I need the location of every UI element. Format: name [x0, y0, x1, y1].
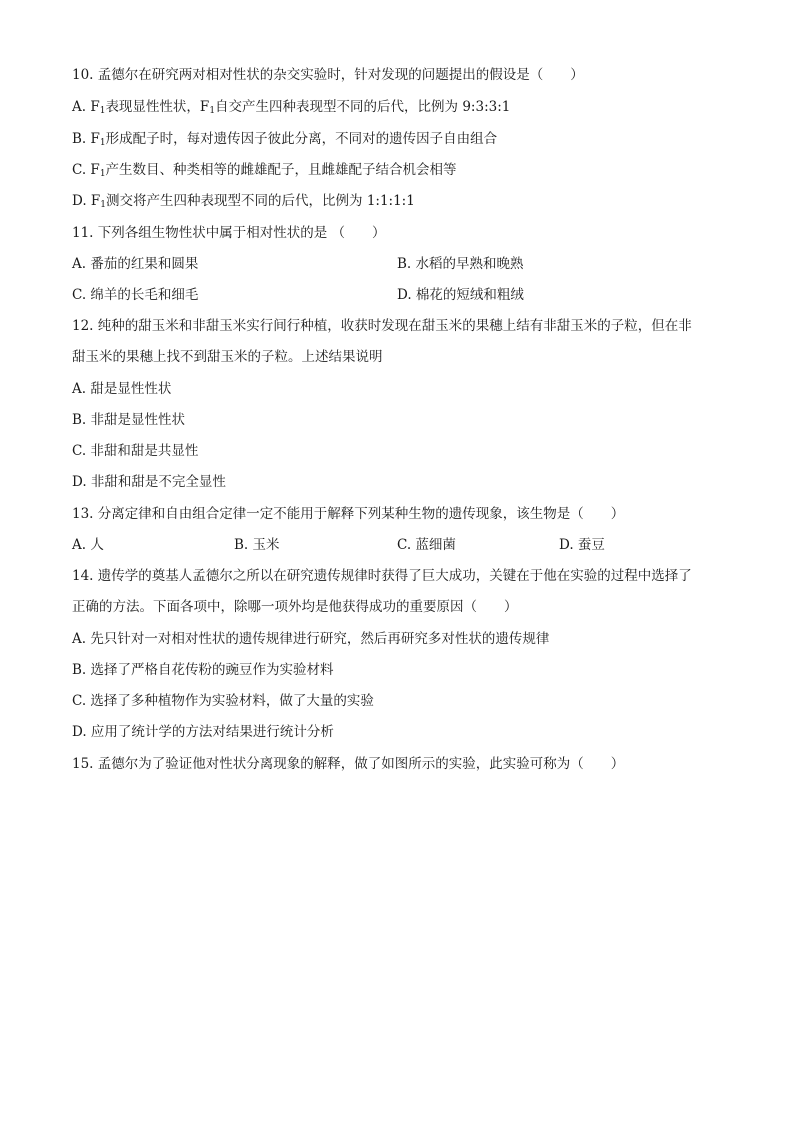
q13-option-b[interactable]: B. 玉米 — [234, 537, 280, 553]
q10-option-b-post: 形成配子时，每对遗传因子彼此分离，不同对的遗传因子自由组合 — [105, 131, 498, 147]
q14-stem-line1: 14. 遗传学的奠基人孟德尔之所以在研究遗传规律时获得了巨大成功，关键在于他在实验的过程中选择了 — [72, 568, 692, 584]
q14-option-b[interactable]: B. 选择了严格自花传粉的豌豆作为实验材料 — [72, 662, 334, 678]
q10-option-a[interactable] — [72, 98, 510, 116]
q10-option-d-pre: D. F — [72, 193, 101, 209]
q11-option-d[interactable]: D. 棉花的短绒和粗绒 — [397, 287, 524, 303]
q10-option-b[interactable] — [72, 130, 497, 148]
q11-stem: 11. 下列各组生物性状中属于相对性状的是 （ ） — [72, 225, 386, 241]
q10-option-c-pre: C. F — [72, 162, 100, 178]
q11-option-a[interactable]: A. 番茄的红果和圆果 — [72, 256, 199, 272]
q13-stem: 13. 分离定律和自由组合定律一定不能用于解释下列某种生物的遗传现象，该生物是（ ） — [72, 506, 625, 522]
q12-option-a[interactable]: A. 甜是显性性状 — [72, 381, 172, 397]
q15-stem: 15. 孟德尔为了验证他对性状分离现象的解释，做了如图所示的实验，此实验可称为（ ） — [72, 756, 625, 772]
q10-option-a-sub1: 1 — [99, 106, 106, 116]
q13-option-c[interactable]: C. 蓝细菌 — [397, 537, 456, 553]
q10-stem: 10. 孟德尔在研究两对相对性状的杂交实验时，针对发现的问题提出的假设是（ ） — [72, 67, 584, 83]
q10-option-a-sub2: 1 — [209, 106, 216, 116]
q12-option-c[interactable]: C. 非甜和甜是共显性 — [72, 443, 199, 459]
q10-option-b-sub: 1 — [99, 138, 106, 148]
q10-option-c-sub: 1 — [99, 169, 106, 179]
q14-option-c[interactable]: C. 选择了多种植物作为实验材料，做了大量的实验 — [72, 693, 374, 709]
q13-option-a[interactable]: A. 人 — [72, 537, 104, 553]
q13-option-d[interactable]: D. 蚕豆 — [559, 537, 605, 553]
q10-option-c-post: 产生数目、种类相等的雌雄配子，且雌雄配子结合机会相等 — [105, 162, 457, 178]
q14-option-d[interactable]: D. 应用了统计学的方法对结果进行统计分析 — [72, 724, 334, 740]
q11-option-c[interactable]: C. 绵羊的长毛和细毛 — [72, 287, 199, 303]
q10-option-b-pre: B. F — [72, 131, 100, 147]
q10-option-c[interactable] — [72, 161, 457, 179]
q10-option-d-sub: 1 — [100, 200, 107, 210]
q12-option-b[interactable]: B. 非甜是显性性状 — [72, 412, 186, 428]
q11-option-b[interactable]: B. 水稻的早熟和晚熟 — [397, 256, 524, 272]
q12-option-d[interactable]: D. 非甜和甜是不完全显性 — [72, 474, 226, 490]
q12-stem-line1: 12. 纯种的甜玉米和非甜玉米实行间行种植，收获时发现在甜玉米的果穗上结有非甜玉米的子粒，但在非 — [72, 318, 692, 334]
q10-option-d[interactable] — [72, 192, 415, 210]
q14-option-a[interactable]: A. 先只针对一对相对性状的遗传规律进行研究，然后再研究多对性状的遗传规律 — [72, 631, 550, 647]
q10-option-a-mid: 表现显性性状，F — [105, 99, 210, 115]
q12-stem-line2: 甜玉米的果穗上找不到甜玉米的子粒。上述结果说明 — [72, 349, 383, 365]
q10-option-d-post: 测交将产生四种表现型不同的后代，比例为 1:1:1:1 — [106, 193, 415, 209]
q10-option-a-pre: A. F — [72, 99, 100, 115]
q14-stem-line2: 正确的方法。下面各项中，除哪一项外均是他获得成功的重要原因（ ） — [72, 599, 518, 615]
q10-option-a-post: 自交产生四种表现型不同的后代，比例为 9:3:3:1 — [215, 99, 511, 115]
